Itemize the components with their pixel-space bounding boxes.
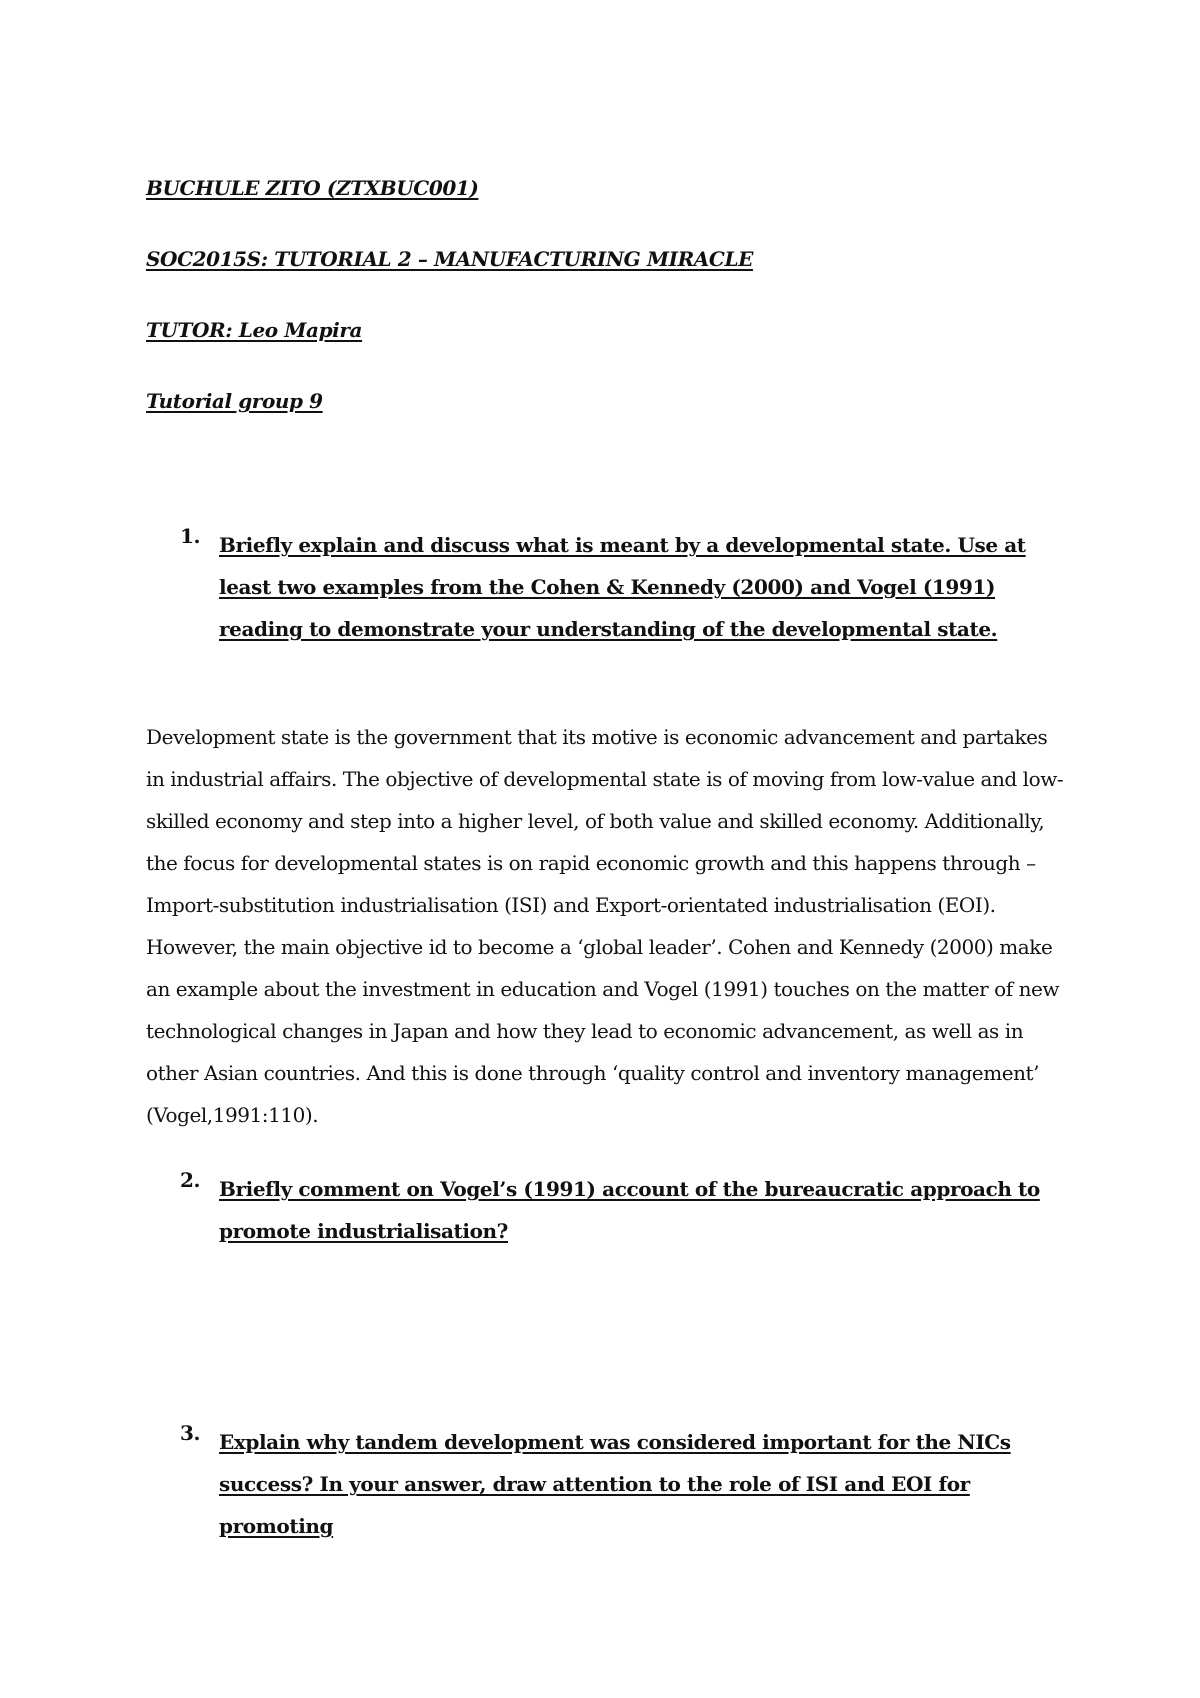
question-text: Explain why tandem development was considered important for the NICs success? In your answer, draw attention to the role of ISI and EOI for promoting [219, 1430, 1011, 1538]
tutorial-group-heading: Tutorial group 9 [146, 389, 323, 413]
answer-1-paragraph: Development state is the government that its motive is economic advancement and partakes in industrial affairs. The objective of developmental state is of moving from low-value and low-skilled economy and step into a higher level, of both value and skilled economy. Additionally, the focus for developmental states is on rapid economic growth and this happens through – Import-substitution industrialisation (ISI) and Export-orientated industrialisation (EOI). However, the main objective id to become a ‘global leader’. Cohen and Kennedy (2000) make an example about the investment in education and Vogel (1991) touches on the matter of new technological changes in Japan and how they lead to economic advancement, as well as in other Asian countries. And this is done through ‘quality control and inventory management’ (Vogel,1991:110). [146, 725, 1064, 1127]
question-number: 1. [180, 524, 201, 548]
course-title-heading: SOC2015S: TUTORIAL 2 – MANUFACTURING MIRACLE [146, 247, 753, 271]
question-number: 3. [180, 1421, 201, 1445]
question-text: Briefly explain and discuss what is meant by a developmental state. Use at least two examples from the Cohen & Kennedy (2000) and Vogel (1991) reading to demonstrate your understanding of the developmental state. [219, 533, 1026, 641]
question-number: 2. [180, 1168, 201, 1192]
tutor-heading: TUTOR: Leo Mapira [146, 318, 363, 342]
student-name-heading: BUCHULE ZITO (ZTXBUC001) [146, 176, 479, 200]
question-text: Briefly comment on Vogel’s (1991) account of the bureaucratic approach to promote industrialisation? [219, 1177, 1040, 1243]
